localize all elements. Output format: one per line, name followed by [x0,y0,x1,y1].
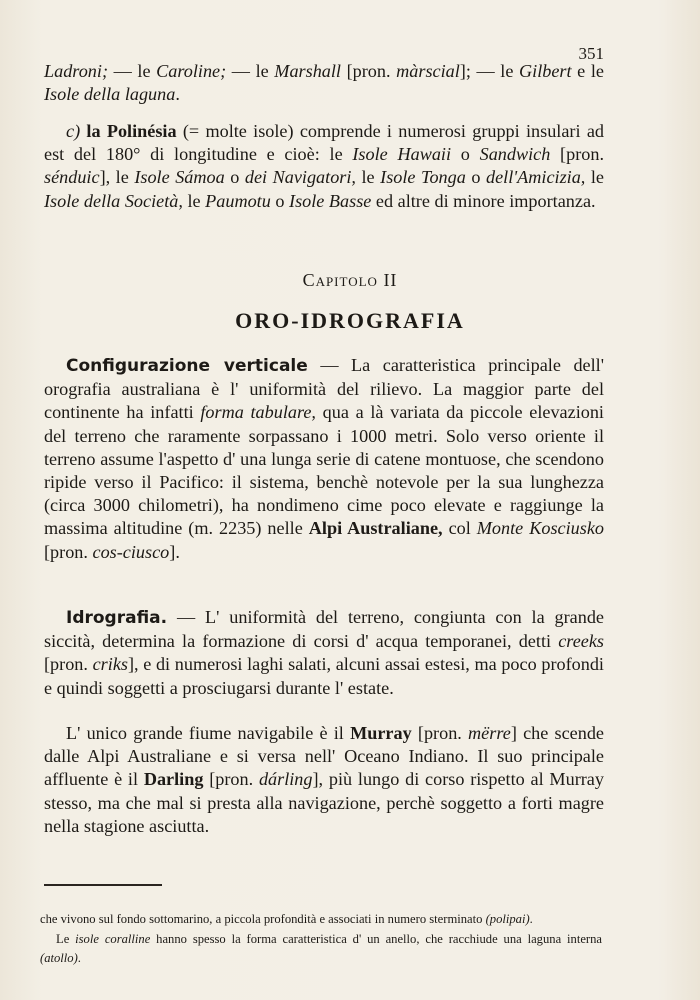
text: le [182,190,206,211]
island-name: Isole Sámoa [134,167,225,188]
text: le [355,167,381,188]
text: qua a là variata da piccole elevazioni del terreno che raramente sorpassano i 1000 metri. Solo verso oriente il terreno assume l'aspetto d' una lunga serie di catene montuose, che scendono ripide verso il Pacifico: il sistema, benchè notevole per la sua lunghezza (circa 3000 chilometri), ha nondimeno cime poco elevate e raggiunge la massima altitudine (m. 2235) nelle [44,402,604,539]
text: o [270,190,290,211]
page-number: 351 [578,44,604,63]
footnote-text: . [77,951,81,965]
text: le [585,167,604,188]
chapter-heading: Capitolo II [302,270,398,290]
text: o [451,144,480,165]
term: (polipai) [485,912,530,926]
paragraph-idrografia [44,606,604,700]
river-name: Darling [143,769,204,790]
term: creeks [558,631,604,652]
pronunciation: dárling [258,769,313,790]
island-name: Isole Tonga [380,167,466,188]
paragraph-polinesia [44,120,604,213]
text: [pron. [203,769,259,790]
text: [pron. [411,723,469,743]
text: ed altre di minore importanza. [371,190,596,211]
river-name: Murray [350,723,412,743]
footnotes [40,910,602,969]
island-name: Isole Hawaii [352,144,452,165]
pronunciation: criks [92,654,128,675]
island-name: Sandwich [479,144,551,165]
text: L' unico grande fiume navigabile è il [66,723,351,743]
island-name: Caroline; [156,61,227,81]
footnote-text: che vivono sul fondo sottomarino, a piccola profondità e associati in numero sterminato [40,912,486,926]
term: isole coralline [75,931,151,946]
island-name: Isole della Società, [44,190,183,211]
text: col [442,518,477,539]
footnote-divider [44,884,162,886]
paragraph-murray [44,722,604,838]
footnote-text: Le [56,931,76,946]
text: — le [108,61,157,81]
footnote-text: . [529,912,533,926]
island-name: Gilbert [519,61,572,81]
text: ]; — le [459,61,520,81]
paragraph-micronesia-end [44,60,604,106]
text: (= molte isole) comprende i numerosi gruppi insulari ad est del 180° di longitudine e cioè: le [44,121,604,165]
term-bold: la Polinésia [86,121,177,141]
island-name: Paumotu [205,190,271,211]
text: o [224,167,245,188]
term-bold: Alpi Australiane, [308,518,443,539]
pronunciation: màrscial [396,61,460,81]
island-name: Isole Basse [289,190,372,211]
text: ], più lungo di corso rispetto al Murray stesso, ma che mal si presta alla navigazione, perchè soggetto a forti magre nella stagione asciutta. [44,769,604,836]
text: — L' uniformità del terreno, congiunta con la grande siccità, determina la formazione di corsi d' acqua temporanei, detti [44,607,604,652]
pronunciation: cos-ciusco [92,541,170,562]
text: ] che scende dalle Alpi Australiane e si versa nell' Oceano Indiano. Il suo principale affluente è il [44,723,604,790]
text: . [175,84,180,105]
island-name: Isole della laguna [44,84,176,105]
text: [pron. [341,61,397,81]
island-name: dell'Amicizia, [485,167,586,188]
text: [pron. [44,541,93,562]
chapter-title: ORO-IDROGRAFIA [235,308,465,333]
text: ], le [99,167,135,188]
term: (atollo) [40,951,78,965]
footnote-text: hanno spesso la forma caratteristica d' un anello, che racchiude una laguna interna [150,931,602,946]
text: [pron. [550,144,605,165]
section-heading: Idrografia. [66,608,168,628]
text: — le [226,61,275,81]
section-heading: Configurazione verticale [66,356,308,376]
text: ]. [169,541,180,562]
place-name: Monte Kosciusko [476,518,604,539]
text: e le [571,61,604,81]
emphasis: forma tabulare, [200,402,316,423]
paragraph-configurazione [44,354,604,564]
island-name: dei Navigatori, [244,167,356,188]
text: o [465,167,486,188]
list-marker: c) [66,121,81,141]
text: ], e di numerosi laghi salati, alcuni assai estesi, ma poco profondi e quindi soggetti a prosciugarsi durante l' estate. [44,654,604,698]
island-name: Ladroni; [44,61,109,81]
text: [pron. [44,654,93,675]
pronunciation: sénduic [44,167,100,188]
pronunciation: mërre [468,723,511,743]
text: — La caratteristica principale dell' orografia australiana è l' uniformità del rilievo. La maggior parte del continente ha infatti [44,355,604,423]
island-name: Marshall [274,61,341,81]
